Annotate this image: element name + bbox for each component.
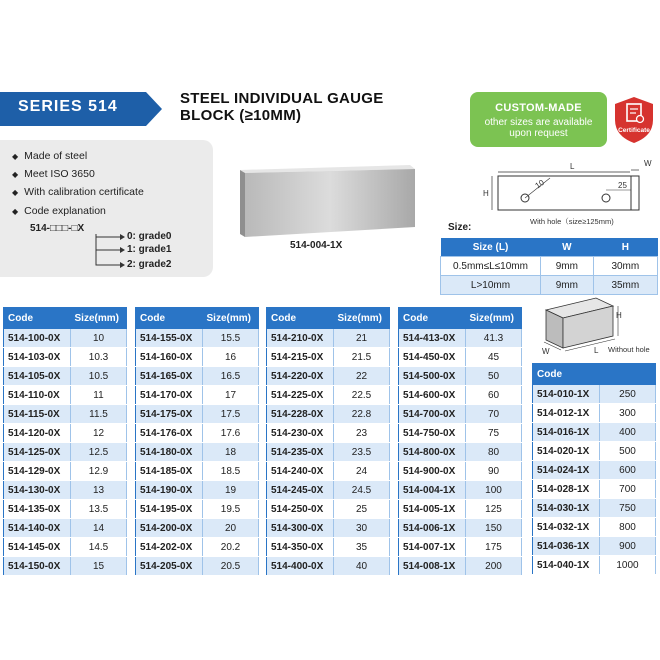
grade-1: 1: grade1 [127, 244, 172, 255]
table-row [399, 367, 522, 386]
table-row [136, 500, 259, 519]
size-cell: 16 [203, 348, 259, 367]
table-row [399, 519, 522, 538]
size-cell: 750 [600, 499, 656, 518]
code-cell: 514-110-0X [4, 386, 71, 405]
code-cell: 514-220-0X [267, 367, 334, 386]
size-cell: 19 [203, 481, 259, 500]
label-10: 10 [533, 177, 546, 191]
label-w: W [644, 159, 652, 168]
size-cell: 20.5 [203, 557, 259, 576]
code-cell: 514-008-1X [399, 557, 466, 576]
size-cell: 40 [334, 557, 390, 576]
code-cell: 514-020-1X [533, 442, 600, 461]
page-title [180, 90, 384, 124]
code-cell: 514-228-0X [267, 405, 334, 424]
table-row [4, 386, 127, 405]
size-cell: 21.5 [334, 348, 390, 367]
code-cell: 514-600-0X [399, 386, 466, 405]
table-row [267, 481, 390, 500]
code-cell: 514-245-0X [267, 481, 334, 500]
size-cell: 17 [203, 386, 259, 405]
size-cell: 300 [600, 404, 656, 423]
table-row [399, 557, 522, 576]
feature-item: ◆ Meet ISO 3650 [12, 168, 95, 180]
size-cell: 700 [600, 480, 656, 499]
feature-panel [0, 140, 213, 277]
size-cell: 70 [466, 405, 522, 424]
size-cell: 13.5 [71, 500, 127, 519]
table-row [399, 443, 522, 462]
table-row [267, 386, 390, 405]
size-cell: 13 [71, 481, 127, 500]
code-cell: 514-500-0X [399, 367, 466, 386]
feature-item: ◆ Made of steel [12, 150, 88, 162]
code-cell: 514-036-1X [533, 537, 600, 556]
code-table-header [136, 308, 259, 330]
code-cell: 514-155-0X [136, 329, 203, 348]
code-cell: 514-750-0X [399, 424, 466, 443]
code-cell: 514-150-0X [4, 557, 71, 576]
gauge-block-image [240, 165, 420, 240]
table-row [267, 519, 390, 538]
code-tree-lines [0, 140, 213, 277]
code-cell: 514-230-0X [267, 424, 334, 443]
size-cell: 16.5 [203, 367, 259, 386]
code-cell: 514-005-1X [399, 500, 466, 519]
size-row [441, 276, 658, 295]
table-row [267, 405, 390, 424]
table-row [267, 367, 390, 386]
code-cell: 514-004-1X [399, 481, 466, 500]
code-cell: 514-250-0X [267, 500, 334, 519]
code-cell: 514-115-0X [4, 405, 71, 424]
table-row [533, 404, 656, 423]
table-row [267, 348, 390, 367]
table-row [4, 557, 127, 576]
size-cell: 125 [466, 500, 522, 519]
table-row [399, 424, 522, 443]
code-cell: 514-210-0X [267, 329, 334, 348]
table-row [4, 500, 127, 519]
product-caption: 514-004-1X [290, 240, 343, 251]
table-row [136, 538, 259, 557]
table-row [533, 480, 656, 499]
code-cell: 514-170-0X [136, 386, 203, 405]
size-cell: 21 [334, 329, 390, 348]
size-cell: 75 [466, 424, 522, 443]
size-cell: 35 [334, 538, 390, 557]
code-header: Code [267, 308, 334, 330]
code-table [532, 363, 656, 575]
nohole-label-l: L [594, 346, 599, 355]
table-row [136, 405, 259, 424]
size-label: Size: [448, 222, 472, 233]
table-row [399, 405, 522, 424]
code-table-header [399, 308, 522, 330]
table-row [4, 424, 127, 443]
size-cell: 20.2 [203, 538, 259, 557]
code-header: Code [4, 308, 71, 330]
size-cell: 23.5 [334, 443, 390, 462]
size-cell: 9mm [541, 257, 594, 276]
code-cell: 514-225-0X [267, 386, 334, 405]
series-label: SERIES 514 [18, 98, 118, 115]
size-cell: 41.3 [466, 329, 522, 348]
table-row [136, 367, 259, 386]
table-row [267, 462, 390, 481]
table-row [4, 405, 127, 424]
size-cell: 12.9 [71, 462, 127, 481]
code-cell: 514-125-0X [4, 443, 71, 462]
code-cell: 514-205-0X [136, 557, 203, 576]
size-cell: 18.5 [203, 462, 259, 481]
table-row [4, 329, 127, 348]
size-cell: 20 [203, 519, 259, 538]
table-row [136, 557, 259, 576]
table-row [4, 538, 127, 557]
code-cell: 514-140-0X [4, 519, 71, 538]
size-header: Size(mm) [334, 308, 390, 330]
size-cell: 22.5 [334, 386, 390, 405]
grade-2: 2: grade2 [127, 259, 172, 270]
code-cell: 514-176-0X [136, 424, 203, 443]
code-cell: 514-103-0X [4, 348, 71, 367]
table-row [136, 386, 259, 405]
size-cell: 14 [71, 519, 127, 538]
code-cell: 514-450-0X [399, 348, 466, 367]
table-row [399, 329, 522, 348]
table-row [136, 329, 259, 348]
size-cell: 30mm [593, 257, 657, 276]
size-cell: 23 [334, 424, 390, 443]
size-header: Size(mm) [466, 308, 522, 330]
table-row [533, 385, 656, 404]
table-row [533, 537, 656, 556]
code-cell: 514-016-1X [533, 423, 600, 442]
code-cell: 514-300-0X [267, 519, 334, 538]
custom-line2: upon request [509, 128, 568, 139]
size-cell: 1000 [600, 556, 656, 575]
size-cell: 35mm [593, 276, 657, 295]
size-cell: 19.5 [203, 500, 259, 519]
table-row [4, 367, 127, 386]
code-cell: 514-028-1X [533, 480, 600, 499]
certificate-icon [613, 96, 655, 144]
size-cell: 11.5 [71, 405, 127, 424]
code-cell: 514-185-0X [136, 462, 203, 481]
custom-line1: other sizes are available [484, 117, 593, 128]
code-cell: 514-100-0X [4, 329, 71, 348]
table-row [4, 481, 127, 500]
table-row [4, 462, 127, 481]
custom-made-badge [470, 92, 607, 147]
code-cell: 514-175-0X [136, 405, 203, 424]
table-row [399, 500, 522, 519]
size-table-header [441, 238, 658, 257]
size-cell: 60 [466, 386, 522, 405]
size-cell: 50 [466, 367, 522, 386]
custom-title: CUSTOM-MADE [495, 102, 582, 114]
code-cell: 514-900-0X [399, 462, 466, 481]
feature-item: ◆ Code explanation [12, 205, 106, 217]
drawing-nohole-caption: Without hole [608, 345, 650, 354]
code-cell: 514-350-0X [267, 538, 334, 557]
code-cell: 514-006-1X [399, 519, 466, 538]
size-cell: 12.5 [71, 443, 127, 462]
size-cell: 45 [466, 348, 522, 367]
table-row [4, 443, 127, 462]
size-header-l: Size (L) [441, 238, 541, 257]
size-cell: 0.5mm≤L≤10mm [441, 257, 541, 276]
drawing-with-hole [480, 158, 660, 218]
size-cell: 17.6 [203, 424, 259, 443]
table-row [136, 519, 259, 538]
size-cell: 150 [466, 519, 522, 538]
code-table [3, 307, 127, 576]
table-row [399, 538, 522, 557]
code-pattern: 514-□□□-□X [30, 223, 85, 234]
code-cell: 514-007-1X [399, 538, 466, 557]
label-l: L [570, 162, 575, 171]
size-cell: 22.8 [334, 405, 390, 424]
table-row [399, 386, 522, 405]
code-header: Code [399, 308, 466, 330]
table-row [533, 461, 656, 480]
code-cell: 514-165-0X [136, 367, 203, 386]
nohole-label-h: H [616, 311, 622, 320]
size-header: Size(mm) [203, 308, 259, 330]
code-table-header [533, 364, 656, 386]
drawing-hole-caption: With hole（size≥125mm) [530, 217, 614, 226]
title-line1: STEEL INDIVIDUAL GAUGE [180, 90, 384, 107]
size-cell: 80 [466, 443, 522, 462]
code-cell: 514-135-0X [4, 500, 71, 519]
code-cell: 514-040-1X [533, 556, 600, 575]
code-cell: 514-024-1X [533, 461, 600, 480]
code-cell: 514-215-0X [267, 348, 334, 367]
size-cell: 30 [334, 519, 390, 538]
table-row [533, 442, 656, 461]
size-row [441, 257, 658, 276]
table-row [136, 462, 259, 481]
code-cell: 514-200-0X [136, 519, 203, 538]
table-row [267, 424, 390, 443]
certificate-label: Certificate [618, 127, 650, 134]
table-row [533, 423, 656, 442]
table-row [533, 556, 656, 575]
size-cell: 90 [466, 462, 522, 481]
code-table [266, 307, 390, 576]
label-h: H [483, 189, 489, 198]
size-cell: 18 [203, 443, 259, 462]
code-cell: 514-030-1X [533, 499, 600, 518]
table-row [136, 348, 259, 367]
label-25: 25 [618, 181, 627, 190]
feature-item: ◆ With calibration certificate [12, 186, 144, 198]
code-cell: 514-032-1X [533, 518, 600, 537]
size-cell: 175 [466, 538, 522, 557]
table-row [136, 481, 259, 500]
table-row [399, 481, 522, 500]
table-row [533, 499, 656, 518]
table-row [4, 348, 127, 367]
size-cell: 14.5 [71, 538, 127, 557]
size-cell: 9mm [541, 276, 594, 295]
size-cell: 17.5 [203, 405, 259, 424]
code-cell: 514-105-0X [4, 367, 71, 386]
size-cell: 12 [71, 424, 127, 443]
table-row [136, 424, 259, 443]
size-header: Size(mm) [71, 308, 127, 330]
table-row [399, 462, 522, 481]
code-cell: 514-202-0X [136, 538, 203, 557]
table-row [267, 557, 390, 576]
table-row [136, 443, 259, 462]
code-table [135, 307, 259, 576]
size-cell: 600 [600, 461, 656, 480]
code-cell: 514-010-1X [533, 385, 600, 404]
code-table-header [267, 308, 390, 330]
code-cell: 514-240-0X [267, 462, 334, 481]
size-cell: 22 [334, 367, 390, 386]
certificate-badge [613, 96, 655, 144]
size-cell: 15.5 [203, 329, 259, 348]
size-cell: 10 [71, 329, 127, 348]
size-table [440, 238, 658, 295]
code-header: Code [136, 308, 203, 330]
table-row [267, 329, 390, 348]
size-header-h: H [593, 238, 657, 257]
size-cell: L>10mm [441, 276, 541, 295]
size-cell: 24 [334, 462, 390, 481]
nohole-label-w: W [542, 347, 550, 356]
code-cell: 514-130-0X [4, 481, 71, 500]
size-cell: 200 [466, 557, 522, 576]
size-cell: 800 [600, 518, 656, 537]
size-cell: 10.5 [71, 367, 127, 386]
code-table [398, 307, 522, 576]
code-cell: 514-190-0X [136, 481, 203, 500]
size-cell: 100 [466, 481, 522, 500]
grade-0: 0: grade0 [127, 231, 172, 242]
size-cell: 500 [600, 442, 656, 461]
code-cell: 514-129-0X [4, 462, 71, 481]
code-cell: 514-012-1X [533, 404, 600, 423]
table-row [533, 518, 656, 537]
size-cell: 900 [600, 537, 656, 556]
size-cell: 400 [600, 423, 656, 442]
table-row [4, 519, 127, 538]
series-banner [0, 92, 160, 126]
code-cell: 514-235-0X [267, 443, 334, 462]
code-cell: 514-145-0X [4, 538, 71, 557]
size-cell: 25 [334, 500, 390, 519]
table-row [267, 500, 390, 519]
code-cell: 514-180-0X [136, 443, 203, 462]
title-line2: BLOCK (≥10MM) [180, 107, 302, 124]
table-row [399, 348, 522, 367]
size-header [600, 364, 656, 386]
code-cell: 514-700-0X [399, 405, 466, 424]
size-cell: 10.3 [71, 348, 127, 367]
size-cell: 11 [71, 386, 127, 405]
code-cell: 514-120-0X [4, 424, 71, 443]
code-cell: 514-195-0X [136, 500, 203, 519]
table-row [267, 443, 390, 462]
size-cell: 15 [71, 557, 127, 576]
size-header-w: W [541, 238, 594, 257]
code-header: Code [533, 364, 600, 386]
code-cell: 514-400-0X [267, 557, 334, 576]
code-table-header [4, 308, 127, 330]
code-cell: 514-413-0X [399, 329, 466, 348]
size-cell: 250 [600, 385, 656, 404]
table-row [267, 538, 390, 557]
code-cell: 514-160-0X [136, 348, 203, 367]
size-cell: 24.5 [334, 481, 390, 500]
code-cell: 514-800-0X [399, 443, 466, 462]
